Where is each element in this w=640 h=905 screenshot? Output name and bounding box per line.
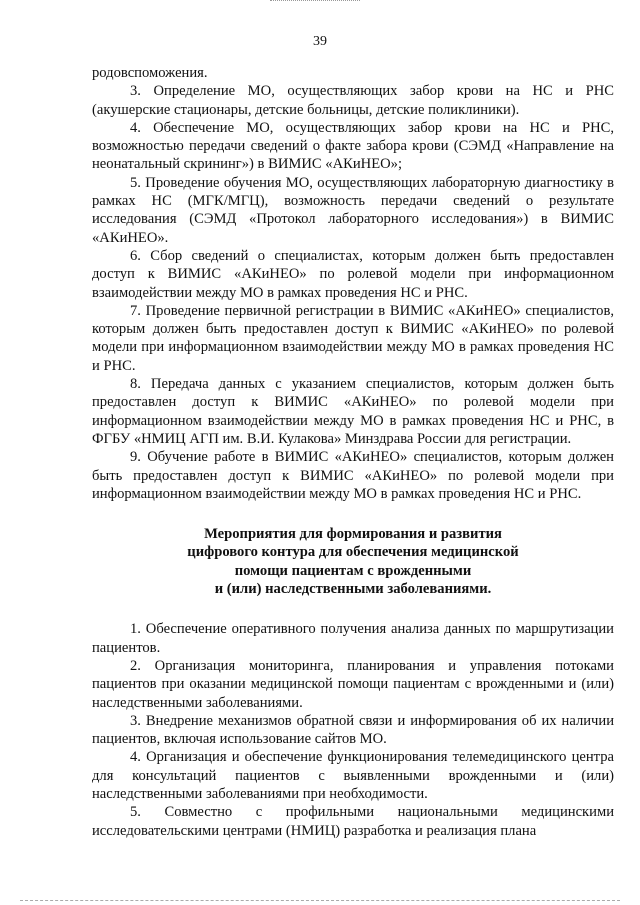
bottom-scan-mark [20, 900, 620, 902]
paragraph-item-8: 8. Передача данных с указанием специалистов, которым должен быть предоставлен доступ к ВИМИС «АКиНЕО» по ролевой модели при информационном взаимодействии между МО в рамках проведения НС и РНС, в ФГБУ «НМИЦ АГП им. В.И. Кулакова» Минздрава России для регистрации. [92, 376, 614, 447]
paragraph-measure-4: 4. Организация и обеспечение функционирования телемедицинского центра для консультаций пациентов с выявленными врожденными и (или) наследственными заболеваниями при необходимости. [92, 749, 614, 802]
paragraph-item-3: 3. Определение МО, осуществляющих забор крови на НС и РНС (акушерские стационары, детские больницы, детские поликлиники). [92, 83, 614, 118]
paragraph-item-6: 6. Сбор сведений о специалистах, которым должен быть предоставлен доступ к ВИМИС «АКиНЕО» по ролевой модели при информационном взаимодействии между МО в рамках проведения НС и РНС. [92, 247, 614, 301]
section-heading-line: и (или) наследственными заболеваниями. [214, 581, 492, 598]
section-heading [92, 525, 614, 598]
page-body [92, 64, 614, 840]
section-heading-line: помощи пациентам с врожденными [234, 562, 472, 579]
section-heading-line: цифрового контура для обеспечения медицинской [187, 544, 519, 561]
section-heading-line: Мероприятия для формирования и развития [204, 526, 502, 543]
paragraph-continuation: родовспоможения. [92, 65, 208, 81]
paragraph-measure-2: 2. Организация мониторинга, планирования и управления потоками пациентов при оказании медицинской помощи пациентам с врожденными и (или) наследственными заболеваниями. [92, 657, 614, 711]
paragraph-measure-5: 5. Совместно с профильными национальными медицинскими исследовательскими центрами (НМИЦ) разработка и реализация плана [92, 804, 614, 839]
page-number: 39 [313, 34, 327, 49]
paragraph-measure-3: 3. Внедрение механизмов обратной связи и информирования об их наличии пациентов, включая использование сайтов МО. [92, 712, 614, 748]
paragraph-item-9: 9. Обучение работе в ВИМИС «АКиНЕО» специалистов, которым должен быть предоставлен доступ к ВИМИС «АКиНЕО» по ролевой модели при информационном взаимодействии между МО в рамках проведения НС и РНС. [92, 449, 614, 502]
paragraph-measure-1: 1. Обеспечение оперативного получения анализа данных по маршрутизации пациентов. [92, 621, 614, 656]
paragraph-item-5: 5. Проведение обучения МО, осуществляющих лабораторную диагностику в рамках НС (МГК/МГЦ), возможность передачи сведений о результате исследования (СЭМД «Протокол лабораторного исследования») в ВИМИС «АКиНЕО». [92, 174, 614, 246]
paragraph-item-7: 7. Проведение первичной регистрации в ВИМИС «АКиНЕО» специалистов, которым должен быть предоставлен доступ к ВИМИС «АКиНЕО» по ролевой модели при информационном взаимодействии между МО в рамках проведения НС и РНС. [92, 302, 614, 374]
top-scan-mark [270, 0, 360, 3]
paragraph-item-4: 4. Обеспечение МО, осуществляющих забор крови на НС и РНС, возможностью передачи сведений о факте забора крови (СЭМД «Направление на неонатальный скрининг») в ВИМИС «АКиНЕО»; [92, 119, 614, 173]
